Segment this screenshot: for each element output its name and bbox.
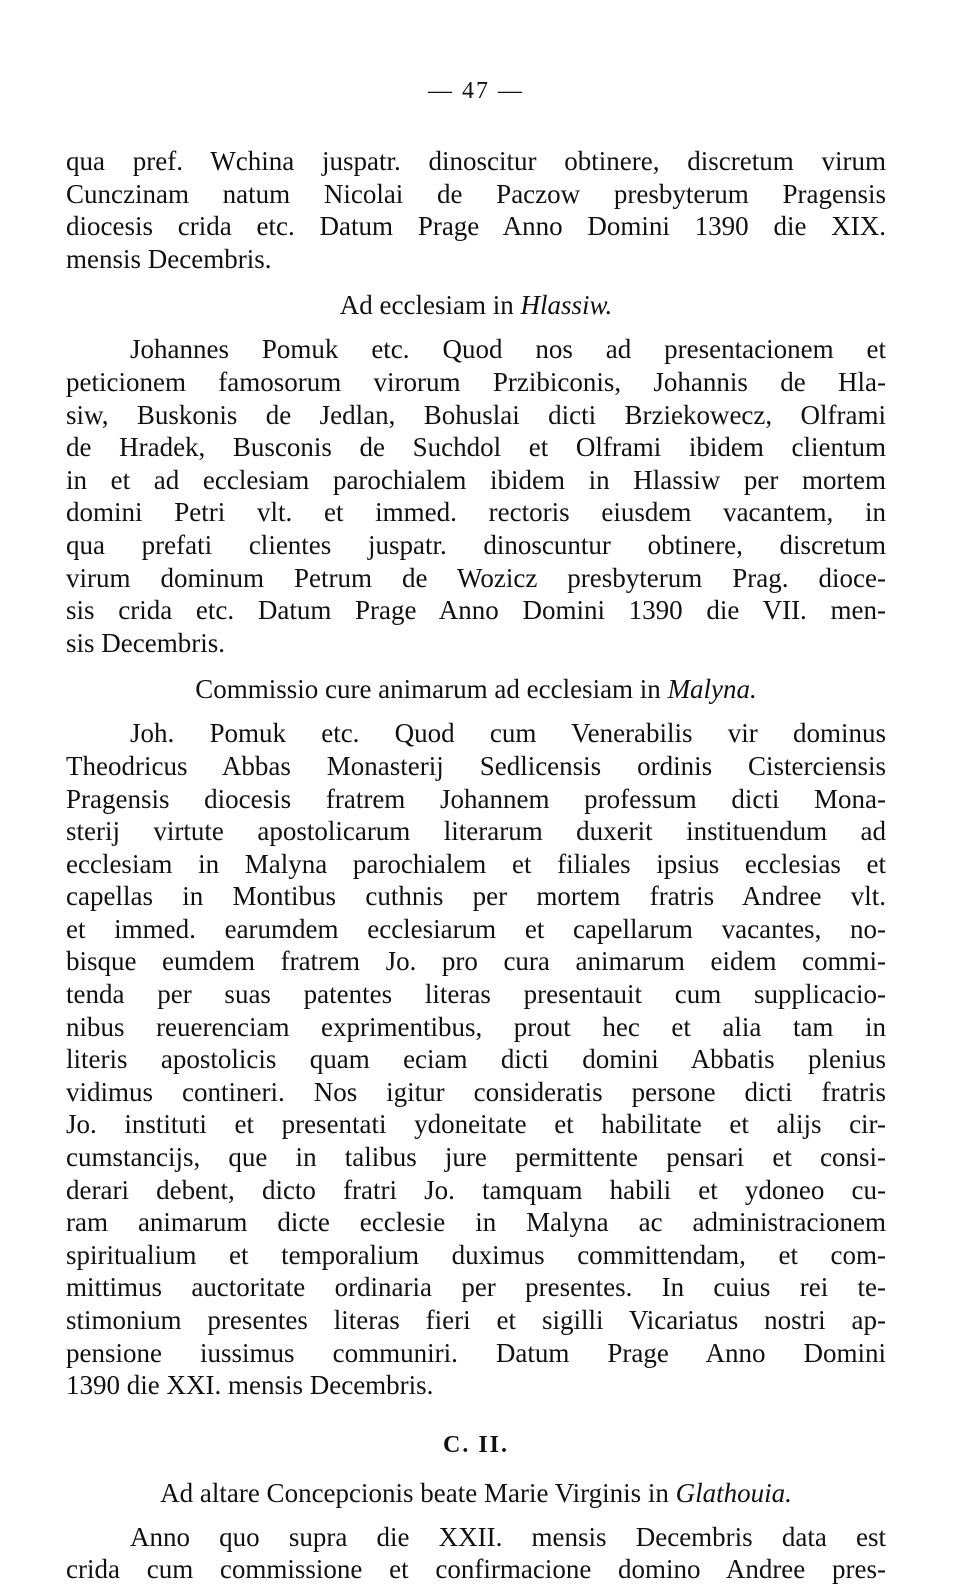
text-line: mittimus auctoritate ordinaria per presentes. In cuius rei te- — [66, 1272, 886, 1303]
text-line: Jo. instituti et presentati ydoneitate et habilitate et alijs cir- — [66, 1109, 886, 1140]
text-line: crida cum commissione et confirmacione domino Andree pres- — [66, 1554, 886, 1585]
text-line: et immed. earumdem ecclesiarum et capellarum vacantes, no- — [66, 913, 886, 944]
text-line: pensione iussimus communiri. Datum Prage Anno Domini — [66, 1337, 886, 1368]
page-number: — 47 — — [428, 78, 524, 104]
paragraph-glathouia-entry — [66, 1521, 886, 1586]
text-line: vidimus contineri. Nos igitur consideratis persone dicti fratris — [66, 1076, 886, 1107]
text-line: peticionem famosorum virorum Przibiconis, Johannis de Hla- — [66, 366, 886, 397]
text-line: Anno quo supra die XXII. mensis Decembris data est — [130, 1521, 886, 1552]
text-line: diocesis crida etc. Datum Prage Anno Domini 1390 die XIX. — [66, 211, 886, 242]
paragraph-cunczina-entry — [66, 145, 886, 275]
document-page — [66, 78, 886, 1586]
text-line: ecclesiam in Malyna parochialem et filiales ipsius ecclesias et — [66, 848, 886, 879]
heading-glathouia — [66, 1477, 886, 1509]
text-line: qua pref. Wchina juspatr. dinoscitur obtinere, discretum virum — [66, 146, 886, 176]
heading-place: Malyna. — [667, 674, 757, 705]
heading-place: Hlassiw. — [520, 290, 613, 321]
text-line: 1390 die XXI. mensis Decembris. — [66, 1370, 434, 1401]
section-mark: C. II. — [442, 1431, 509, 1458]
text-line: mensis Decembris. — [66, 243, 272, 274]
text-line: tenda per suas patentes literas presentauit cum supplicacio- — [66, 979, 886, 1010]
text-line: cumstancijs, que in talibus jure permittente pensari et consi- — [66, 1142, 886, 1173]
heading-prefix: Ad altare Concepcionis beate Marie Virginis in — [160, 1477, 676, 1508]
text-line: Pragensis diocesis fratrem Johannem professum dicti Mona- — [66, 783, 886, 814]
text-line: capellas in Montibus cuthnis per mortem fratris Andree vlt. — [66, 881, 886, 912]
text-line: sterij virtute apostolicarum literarum duxerit instituendum ad — [66, 816, 886, 847]
text-line: nibus reuerenciam exprimentibus, prout hec et alia tam in — [66, 1011, 886, 1042]
text-line: de Hradek, Busconis de Suchdol et Olframi ibidem clientum — [66, 432, 886, 463]
heading-prefix: Commissio cure animarum ad ecclesiam in — [195, 674, 668, 705]
text-line: derari debent, dicto fratri Jo. tamquam habili et ydoneo cu- — [66, 1174, 886, 1205]
heading-prefix: Ad ecclesiam in — [339, 290, 521, 321]
paragraph-hlassiw-entry — [66, 333, 886, 659]
text-line: ram animarum dicte ecclesie in Malyna ac administracionem — [66, 1207, 886, 1238]
paragraph-malyna-entry — [66, 717, 886, 1401]
heading-place: Glathouia. — [675, 1477, 792, 1508]
text-line: Theodricus Abbas Monasterij Sedlicensis ordinis Cisterciensis — [66, 750, 886, 781]
text-line: qua prefati clientes juspatr. dinoscuntur obtinere, discretum — [66, 529, 886, 560]
heading-hlassiw — [66, 289, 886, 321]
text-line: domini Petri vlt. et immed. rectoris eiusdem vacantem, in — [66, 497, 886, 528]
text-line: spiritualium et temporalium duximus committendam, et com- — [66, 1239, 886, 1270]
text-line: literis apostolicis quam eciam dicti domini Abbatis plenius — [66, 1044, 886, 1075]
text-line: in et ad ecclesiam parochialem ibidem in Hlassiw per mortem — [66, 464, 886, 495]
text-line: Cunczinam natum Nicolai de Paczow presbyterum Pragensis — [66, 178, 886, 209]
text-line: sis crida etc. Datum Prage Anno Domini 1390 die VII. men- — [66, 595, 886, 626]
text-line: siw, Buskonis de Jedlan, Bohuslai dicti Brziekowecz, Olframi — [66, 399, 886, 430]
text-line: Johannes Pomuk etc. Quod nos ad presentacionem et — [130, 334, 886, 365]
text-line: virum dominum Petrum de Wozicz presbyterum Prag. dioce- — [66, 562, 886, 593]
text-line: sis Decembris. — [66, 627, 225, 658]
heading-malyna — [66, 673, 886, 705]
text-line: bisque eumdem fratrem Jo. pro cura animarum eidem commi- — [66, 946, 886, 977]
text-line: stimonium presentes literas fieri et sigilli Vicariatus nostri ap- — [66, 1305, 886, 1335]
text-line: Joh. Pomuk etc. Quod cum Venerabilis vir dominus — [130, 718, 886, 749]
